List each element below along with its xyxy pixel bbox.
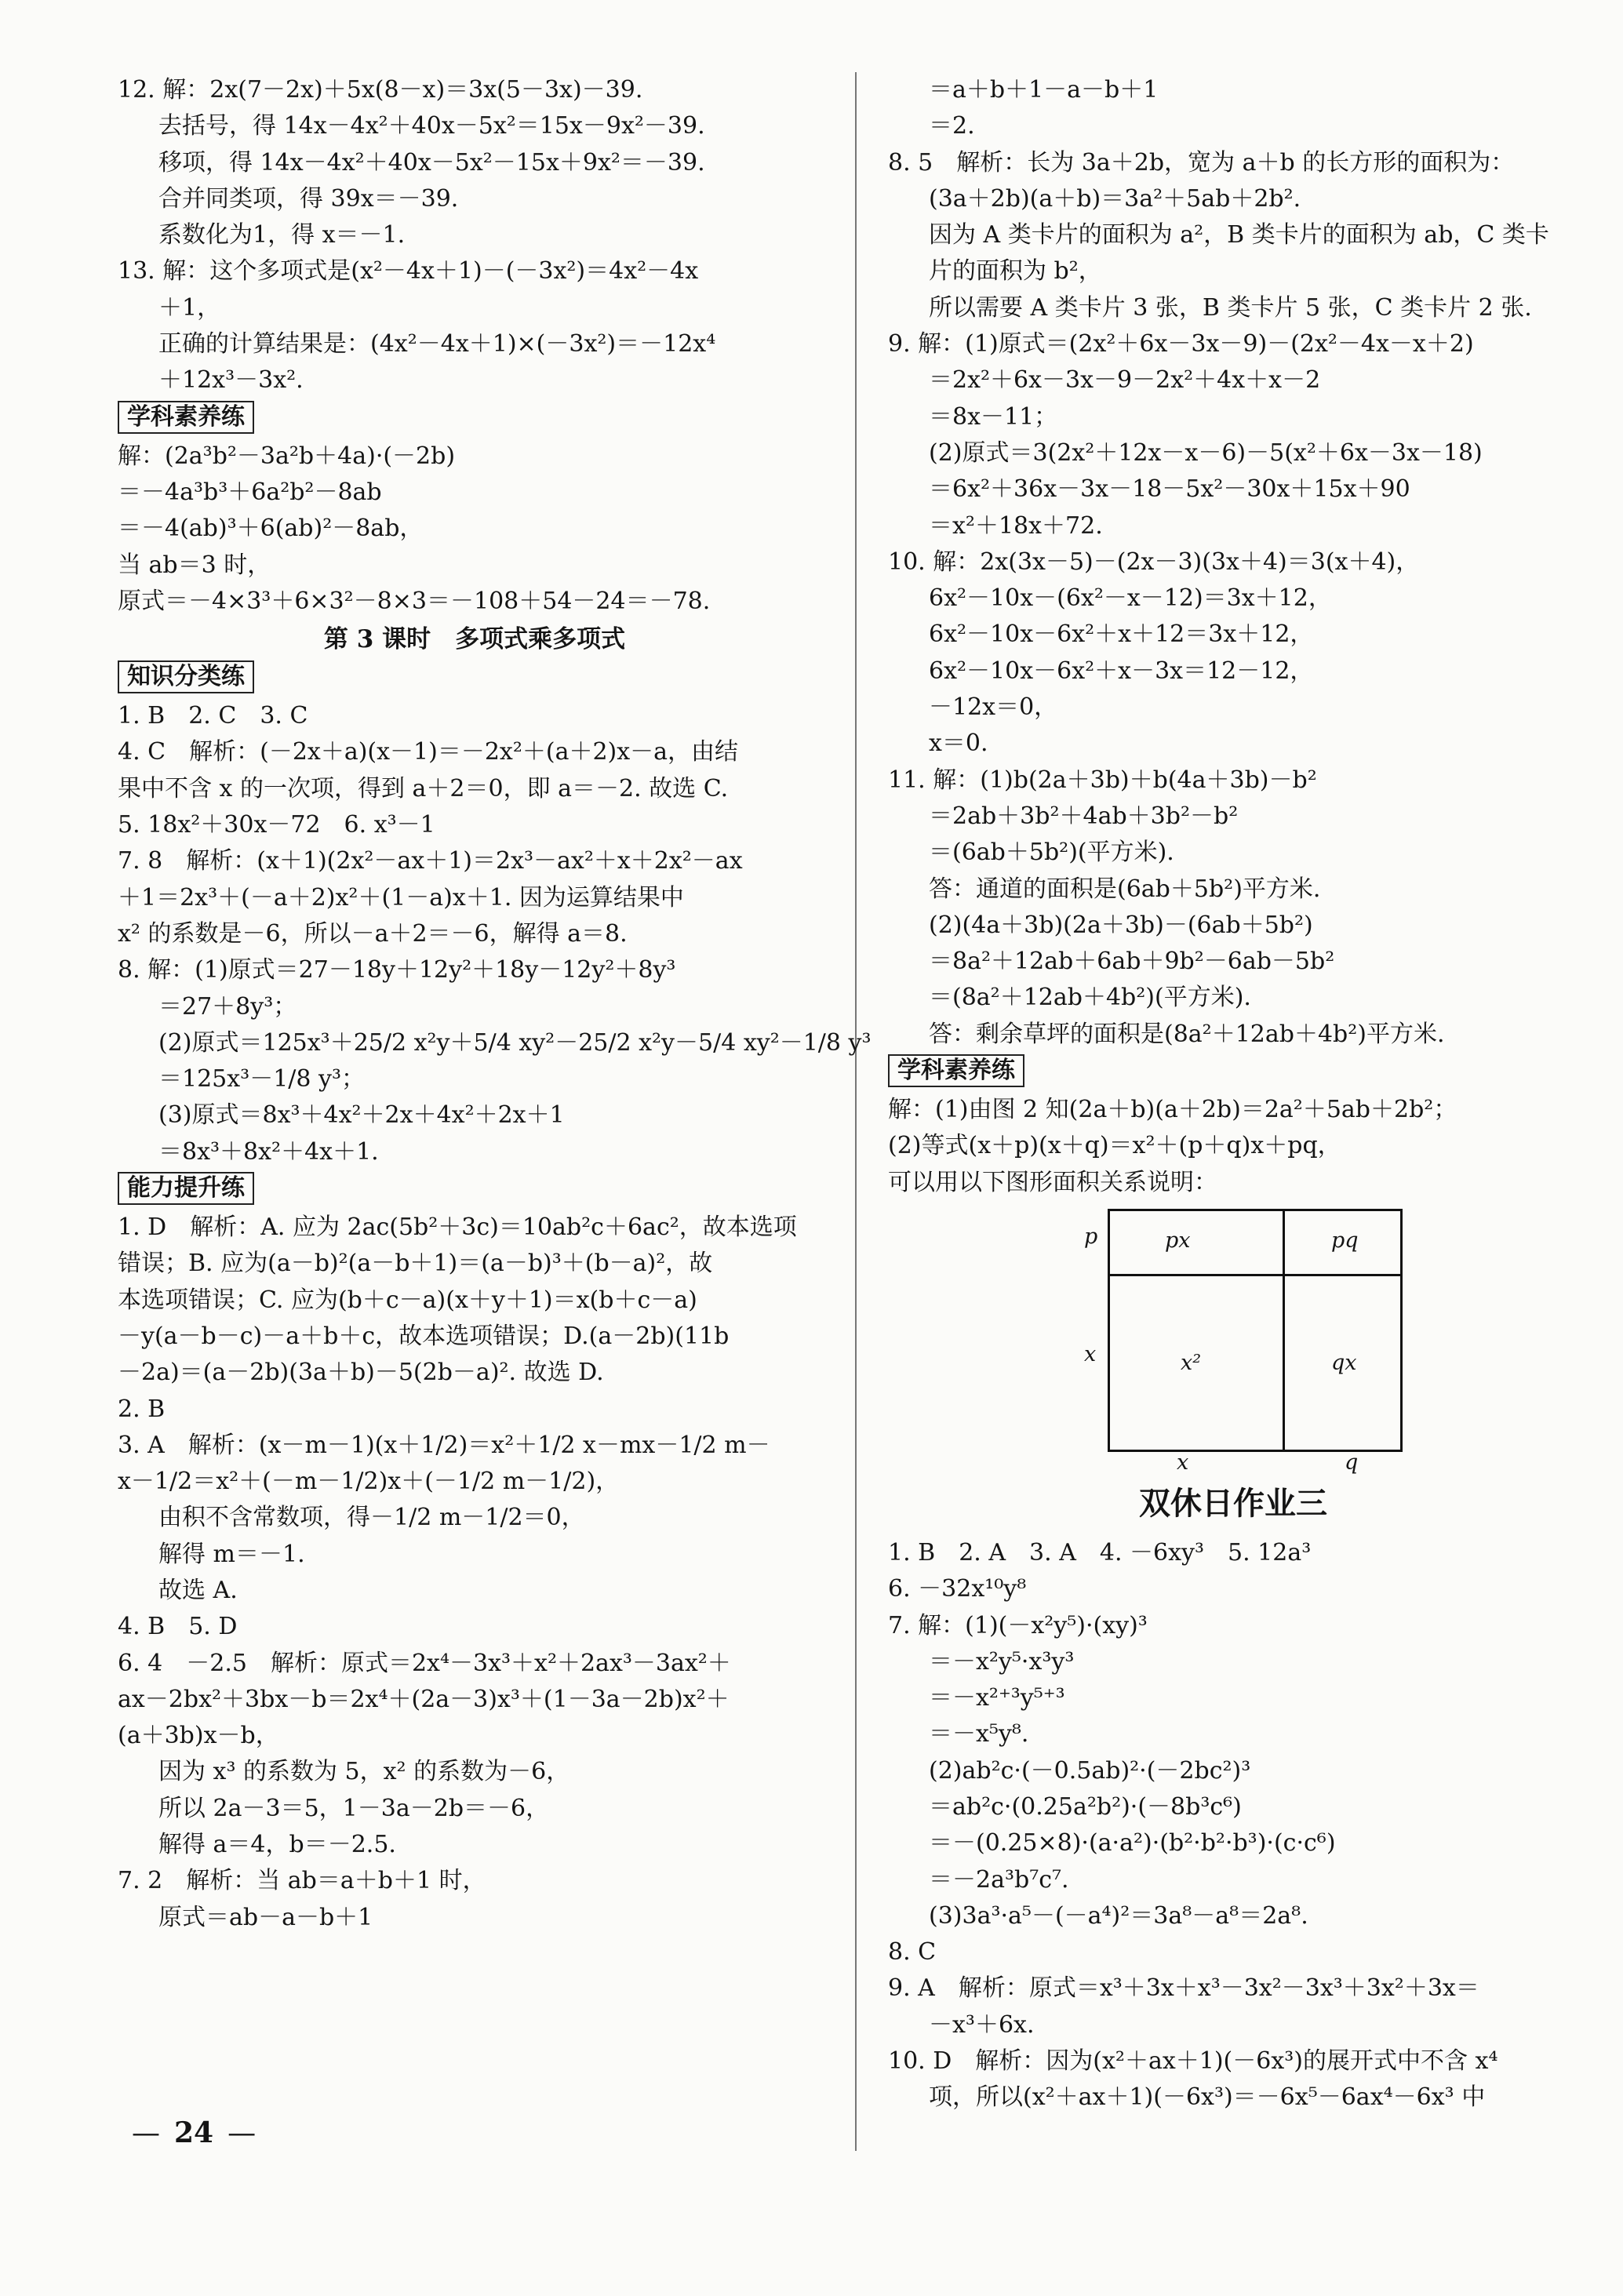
answer-line: 10. 解：2x(3x－5)－(2x－3)(3x＋4)＝3(x＋4)，	[888, 548, 1420, 576]
answer-line: x＝0.	[929, 730, 988, 758]
label-p-side: p	[1084, 1224, 1098, 1249]
answer-line: ＝a＋b＋1－a－b＋1	[929, 76, 1159, 104]
answer-line: 项，所以(x²＋ax＋1)(－6x³)＝－6x⁵－6ax⁴－6x³ 中	[929, 2083, 1486, 2112]
section-tag-ability: 能力提升练	[118, 1172, 254, 1205]
answer-line: 1. B 2. C 3. C	[118, 702, 308, 730]
answer-line: (2)等式(x＋p)(x＋q)＝x²＋(p＋q)x＋pq，	[888, 1132, 1341, 1160]
answer-line: 6x²－10x－6x²＋x－3x＝12－12，	[929, 657, 1314, 685]
answer-line: 因为 x³ 的系数为 5，x² 的系数为－6，	[158, 1758, 570, 1786]
answer-line: ＝－(0.25×8)·(a·a²)·(b²·b²·b³)·(c·c⁶)	[929, 1829, 1336, 1858]
answers-block-knowledge	[118, 698, 872, 1170]
answer-line: －y(a－b－c)－a＋b＋c，故本选项错误；D.(a－2b)(11b	[118, 1322, 730, 1350]
answer-line: 解得 a＝4，b＝－2.5.	[158, 1831, 396, 1859]
answer-line: 6. －32x¹⁰y⁸	[888, 1575, 1027, 1603]
answer-line: (3a＋2b)(a＋b)＝3a²＋5ab＋2b².	[929, 184, 1301, 213]
answer-line: ＝(6ab＋5b²)(平方米).	[929, 839, 1174, 867]
answer-line: 由积不含常数项，得－1/2 m－1/2＝0，	[158, 1504, 585, 1532]
answer-line: 3. A 解析：(x－m－1)(x＋1/2)＝x²＋1/2 x－mx－1/2 m－	[118, 1431, 770, 1459]
answer-line: 11. 解：(1)b(2a＋3b)＋b(4a＋3b)－b²	[888, 766, 1317, 794]
area-diagram	[888, 1201, 1578, 1475]
page-number-value: 24	[174, 2116, 214, 2149]
answer-line: (a＋3b)x－b，	[118, 1722, 279, 1750]
answers-block-ability	[118, 1210, 832, 1936]
vertical-split-line	[1283, 1211, 1285, 1450]
label-q-bottom: q	[1345, 1450, 1359, 1475]
answer-line: ＝2ab＋3b²＋4ab＋3b²－b²	[929, 802, 1239, 830]
answer-line: 6x²－10x－6x²＋x＋12＝3x＋12，	[929, 620, 1314, 649]
answer-line: 7. 解：(1)(－x²y⁵)·(xy)³	[888, 1611, 1148, 1639]
answer-line: 4. C 解析：(－2x＋a)(x－1)＝－2x²＋(a＋2)x－a，由结	[118, 738, 739, 766]
answer-line: 片的面积为 b²，	[929, 257, 1102, 286]
answer-line: ＝8x³＋8x²＋4x＋1.	[158, 1137, 379, 1166]
answer-line: 正确的计算结果是：(4x²－4x＋1)×(－3x²)＝－12x⁴	[158, 330, 716, 358]
answer-line: ＝－x²y⁵·x³y³	[929, 1647, 1075, 1676]
answer-line: ＝－x⁵y⁸.	[929, 1720, 1029, 1748]
label-x-bottom: x	[1177, 1450, 1189, 1475]
answer-line: 原式＝－4×3³＋6×3²－8×3＝－108＋54－24＝－78.	[118, 587, 711, 615]
answer-line: ＝(8a²＋12ab＋4b²)(平方米).	[929, 984, 1251, 1012]
answer-line: 所以 2a－3＝5，1－3a－2b＝－6，	[158, 1794, 550, 1822]
label-pq: pq	[1331, 1228, 1359, 1253]
answer-line: 9. A 解析：原式＝x³＋3x＋x³－3x²－3x³＋3x²＋3x＝	[888, 1974, 1479, 2003]
section-tag-subject-literacy-2: 学科素养练	[888, 1054, 1024, 1087]
answer-line: 1. B 2. A 3. A 4. －6xy³ 5. 12a³	[888, 1538, 1312, 1566]
answer-line: 8. C	[888, 1938, 937, 1967]
answer-line: (3)3a³·a⁵－(－a⁴)²＝3a⁸－a⁸＝2a⁸.	[929, 1901, 1308, 1930]
answer-line: ＝－4(ab)³＋6(ab)²－8ab，	[118, 515, 424, 543]
answers-block-12-13	[118, 72, 832, 399]
answer-line: 合并同类项，得 39x＝－39.	[158, 184, 459, 213]
section-tag-knowledge: 知识分类练	[118, 660, 254, 693]
answer-line: ＋1＝2x³＋(－a＋2)x²＋(1－a)x＋1. 因为运算结果中	[118, 883, 684, 911]
answer-line: －12x＝0，	[929, 693, 1058, 722]
answer-line: ax－2bx²＋3bx－b＝2x⁴＋(2a－3)x³＋(1－3a－2b)x²＋	[118, 1685, 730, 1713]
answer-line: 7. 2 解析：当 ab＝a＋b＋1 时，	[118, 1867, 486, 1895]
answer-line: (2)原式＝125x³＋25/2 x²y＋5/4 xy²－25/2 x²y－5/4 xy²－1/8 y³	[158, 1028, 872, 1057]
answer-line: 6. 4 －2.5 解析：原式＝2x⁴－3x³＋x²＋2ax³－3ax²＋	[118, 1649, 731, 1677]
answer-line: 5. 18x²＋30x－72 6. x³－1	[118, 811, 435, 839]
answer-line: ＋12x³－3x².	[158, 366, 304, 395]
answer-line: ＝－4a³b³＋6a²b²－8ab	[118, 478, 382, 506]
answer-line: 果中不含 x 的一次项，得到 a＋2＝0，即 a＝－2. 故选 C.	[118, 774, 729, 802]
answer-line: 1. D 解析：A. 应为 2ac(5b²＋3c)＝10ab²c＋6ac²，故本选项	[118, 1213, 797, 1242]
answer-line: －x³＋6x.	[929, 2010, 1035, 2039]
answer-line: 当 ab＝3 时，	[118, 551, 271, 579]
answer-line: ＝6x²＋36x－3x－18－5x²－30x＋15x＋90	[929, 475, 1410, 504]
answer-line: 2. B	[118, 1395, 166, 1423]
answer-line: ＝8x－11；	[929, 402, 1058, 431]
answer-line: 6x²－10x－(6x²－x－12)＝3x＋12，	[929, 584, 1332, 613]
answer-line: 7. 8 解析：(x＋1)(2x²－ax＋1)＝2x³－ax²＋x＋2x²－ax	[118, 847, 743, 875]
answer-line: 12. 解：2x(7－2x)＋5x(8－x)＝3x(5－3x)－39.	[118, 76, 643, 104]
left-column	[118, 72, 872, 1936]
answer-line: 原式＝ab－a－b＋1	[158, 1903, 373, 1931]
label-x-side: x	[1084, 1341, 1097, 1366]
answer-line: 答：通道的面积是(6ab＋5b²)平方米.	[929, 875, 1321, 903]
answer-line: ＝－x²⁺³y⁵⁺³	[929, 1684, 1065, 1712]
answer-line: 10. D 解析：因为(x²＋ax＋1)(－6x³)的展开式中不含 x⁴	[888, 2047, 1498, 2076]
weekend-homework-title: 双休日作业三	[1139, 1485, 1327, 1522]
answer-line: 8. 5 解析：长为 3a＋2b，宽为 a＋b 的长方形的面积为：	[888, 148, 1515, 176]
page-number: — 24 —	[132, 2116, 257, 2149]
answer-line: ＝ab²c·(0.25a²b²)·(－8b³c⁶)	[929, 1792, 1242, 1821]
answer-line: ＝2.	[929, 112, 975, 140]
answer-line: (3)原式＝8x³＋4x²＋2x＋4x²＋2x＋1	[158, 1101, 565, 1130]
answers-block-weekend	[888, 1535, 1578, 2116]
answer-line: 13. 解：这个多项式是(x²－4x＋1)－(－3x²)＝4x²－4x	[118, 257, 699, 286]
answers-block-literacy	[118, 438, 832, 620]
answer-line: 8. 解：(1)原式＝27－18y＋12y²＋18y－12y²＋8y³	[118, 956, 676, 984]
answer-line: 9. 解：(1)原式＝(2x²＋6x－3x－9)－(2x²－4x－x＋2)	[888, 330, 1474, 358]
label-px: px	[1165, 1228, 1191, 1253]
answer-line: ＝27＋8y³；	[158, 992, 297, 1021]
label-x2: x²	[1181, 1350, 1202, 1375]
answer-line: (2)ab²c·(－0.5ab)²·(－2bc²)³	[929, 1756, 1251, 1785]
lesson-heading: 第 3 课时 多项式乘多项式	[323, 625, 626, 654]
area-rectangle	[1108, 1209, 1403, 1452]
answer-line: 去括号，得 14x－4x²＋40x－5x²＝15x－9x²－39.	[158, 112, 705, 140]
answer-line: ＝2x²＋6x－3x－9－2x²＋4x＋x－2	[929, 366, 1321, 395]
answer-line: ＝125x³－1/8 y³；	[158, 1065, 365, 1093]
answer-line: (2)原式＝3(2x²＋12x－x－6)－5(x²＋6x－3x－18)	[929, 438, 1483, 467]
answers-block-literacy-2	[888, 1092, 1578, 1201]
label-qx: qx	[1331, 1350, 1357, 1375]
answer-line: 解得 m＝－1.	[158, 1540, 305, 1568]
answer-line: x－1/2＝x²＋(－m－1/2)x＋(－1/2 m－1/2)，	[118, 1468, 620, 1496]
answer-line: 4. B 5. D	[118, 1613, 238, 1641]
answer-line: 移项，得 14x－4x²＋40x－5x²－15x＋9x²＝－39.	[158, 148, 705, 176]
answers-block-continued	[888, 72, 1578, 1053]
answer-line: 解：(2a³b²－3a²b＋4a)·(－2b)	[118, 442, 456, 470]
answer-line: ＝x²＋18x＋72.	[929, 511, 1103, 540]
answer-line: x² 的系数是－6，所以－a＋2＝－6，解得 a＝8.	[118, 919, 628, 948]
answer-line: 所以需要 A 类卡片 3 张，B 类卡片 5 张，C 类卡片 2 张.	[929, 293, 1532, 322]
answer-line: ＋1，	[158, 293, 221, 322]
column-divider	[855, 72, 857, 2151]
section-tag-subject-literacy: 学科素养练	[118, 401, 254, 434]
answer-line: 可以用以下图形面积关系说明：	[888, 1168, 1217, 1196]
answer-line: 错误；B. 应为(a－b)²(a－b＋1)＝(a－b)³＋(b－a)²，故	[118, 1250, 713, 1278]
answer-line: 因为 A 类卡片的面积为 a²，B 类卡片的面积为 ab，C 类卡	[929, 221, 1549, 249]
answer-line: 系数化为1，得 x＝－1.	[158, 221, 406, 249]
horizontal-split-line	[1110, 1274, 1400, 1276]
answer-line: 解：(1)由图 2 知(2a＋b)(a＋2b)＝2a²＋5ab＋2b²；	[888, 1096, 1457, 1124]
answer-line: 故选 A.	[158, 1576, 238, 1604]
answer-line: 本选项错误；C. 应为(b＋c－a)(x＋y＋1)＝x(b＋c－a)	[118, 1286, 697, 1314]
answer-line: (2)(4a＋3b)(2a＋3b)－(6ab＋5b²)	[929, 911, 1313, 939]
answer-line: ＝－2a³b⁷c⁷.	[929, 1865, 1069, 1894]
answer-line: ＝8a²＋12ab＋6ab＋9b²－6ab－5b²	[929, 948, 1335, 976]
answer-line: －2a)＝(a－2b)(3a＋b)－5(2b－a)². 故选 D.	[118, 1359, 604, 1387]
answer-line: 答：剩余草坪的面积是(8a²＋12ab＋4b²)平方米.	[929, 1020, 1445, 1048]
right-column	[888, 72, 1578, 2116]
